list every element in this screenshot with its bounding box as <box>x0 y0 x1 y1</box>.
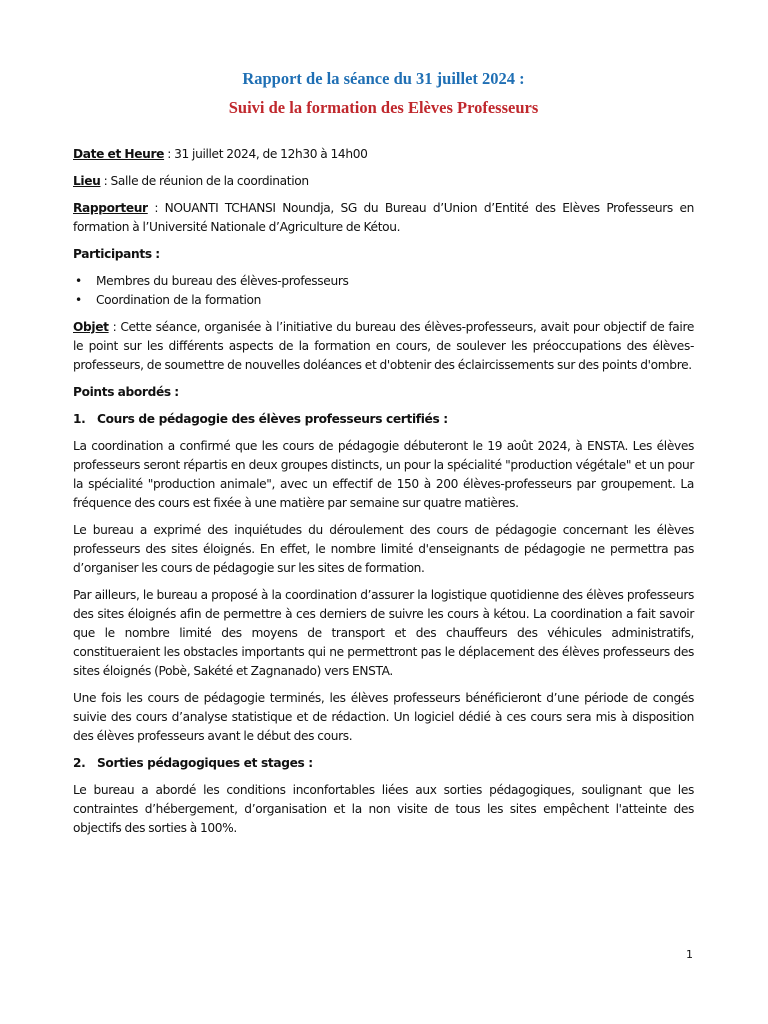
section-1-paragraph-4: Une fois les cours de pédagogie terminés, les élèves professeurs bénéficieront d’une période de congés suivie des cours d’analyse statistique et de rédaction. Un logiciel dédié à ces cours sera mis à disposition des élèves professeurs avant le début des cours. <box>73 691 694 743</box>
page-number: 1 <box>686 948 693 961</box>
date-line <box>73 145 694 164</box>
section-number: 1. <box>73 412 86 426</box>
objet-label: Objet <box>73 320 109 334</box>
document-page <box>73 68 694 838</box>
bullet-icon: • <box>75 274 82 288</box>
section-number: 2. <box>73 756 86 770</box>
section-1-paragraph-1: La coordination a confirmé que les cours de pédagogie débuteront le 19 août 2024, à ENSTA. Les élèves professeurs seront répartis en deux groupes distincts, un pour la spécialité "production végétale" et un pour la spécialité "production animale", avec un effectif de 150 à 200 élèves-professeurs par groupement. La fréquence des cours est fixée à une matière par semaine sur quatre matières. <box>73 439 694 510</box>
lieu-label: Lieu <box>73 174 101 188</box>
list-item <box>73 272 694 291</box>
objet-value: : Cette séance, organisée à l’initiative du bureau des élèves-professeurs, avait pour objectif de faire le point sur les différents aspects de la formation en cours, de soulever les préoccupations des élèves-professeurs, de soumettre de nouvelles doléances et d'obtenir des éclaircissements sur des points d'ombre. <box>73 320 694 372</box>
date-value: : 31 juillet 2024, de 12h30 à 14h00 <box>164 147 368 161</box>
rapporteur-paragraph <box>73 199 694 237</box>
rapporteur-label: Rapporteur <box>73 201 148 215</box>
bullet-icon: • <box>75 293 82 307</box>
section-title: Cours de pédagogie des élèves professeurs certifiés : <box>97 412 448 426</box>
section-2-heading <box>73 754 694 773</box>
section-1-paragraph-2: Le bureau a exprimé des inquiétudes du déroulement des cours de pédagogie concernant les élèves professeurs des sites éloignés. En effet, le nombre limité d'enseignants de pédagogie ne permettra pas d’organiser les cours de pédagogie sur les sites de formation. <box>73 523 694 575</box>
section-1-paragraph-3: Par ailleurs, le bureau a proposé à la coordination d’assurer la logistique quotidienne des élèves professeurs des sites éloignés afin de permettre à ces derniers de suivre les cours à kétou. La coordination a fait savoir que le nombre limité des moyens de transport et des chauffeurs des véhicules administratifs, constitueraient les obstacles importants qui ne permettront pas le déplacement des élèves professeurs des sites éloignés (Pobè, Sakété et Zagnanado) vers ENSTA. <box>73 588 694 678</box>
participant-label: Coordination de la formation <box>96 293 262 307</box>
participants-heading: Participants : <box>73 247 160 261</box>
points-heading: Points abordés : <box>73 385 179 399</box>
lieu-value: : Salle de réunion de la coordination <box>100 174 309 188</box>
report-subtitle: Suivi de la formation des Elèves Professeurs <box>228 98 539 117</box>
section-title: Sorties pédagogiques et stages : <box>97 756 313 770</box>
rapporteur-value: : NOUANTI TCHANSI Noundja, SG du Bureau d’Union d’Entité des Elèves Professeurs en formation à l’Université Nationale d’Agriculture de Kétou. <box>73 201 694 234</box>
list-item <box>73 291 694 310</box>
section-2-paragraph-1: Le bureau a abordé les conditions inconfortables liées aux sorties pédagogiques, soulignant que les contraintes d’hébergement, d’organisation et la non visite de tous les sites empêchent l'atteinte des objectifs des sorties à 100%. <box>73 783 694 835</box>
report-title: Rapport de la séance du 31 juillet 2024 : <box>242 69 525 88</box>
lieu-line <box>73 172 694 191</box>
section-1-heading <box>73 410 694 429</box>
objet-paragraph <box>73 318 694 375</box>
participants-list <box>73 272 694 310</box>
date-label: Date et Heure <box>73 147 165 161</box>
participant-label: Membres du bureau des élèves-professeurs <box>96 274 349 288</box>
